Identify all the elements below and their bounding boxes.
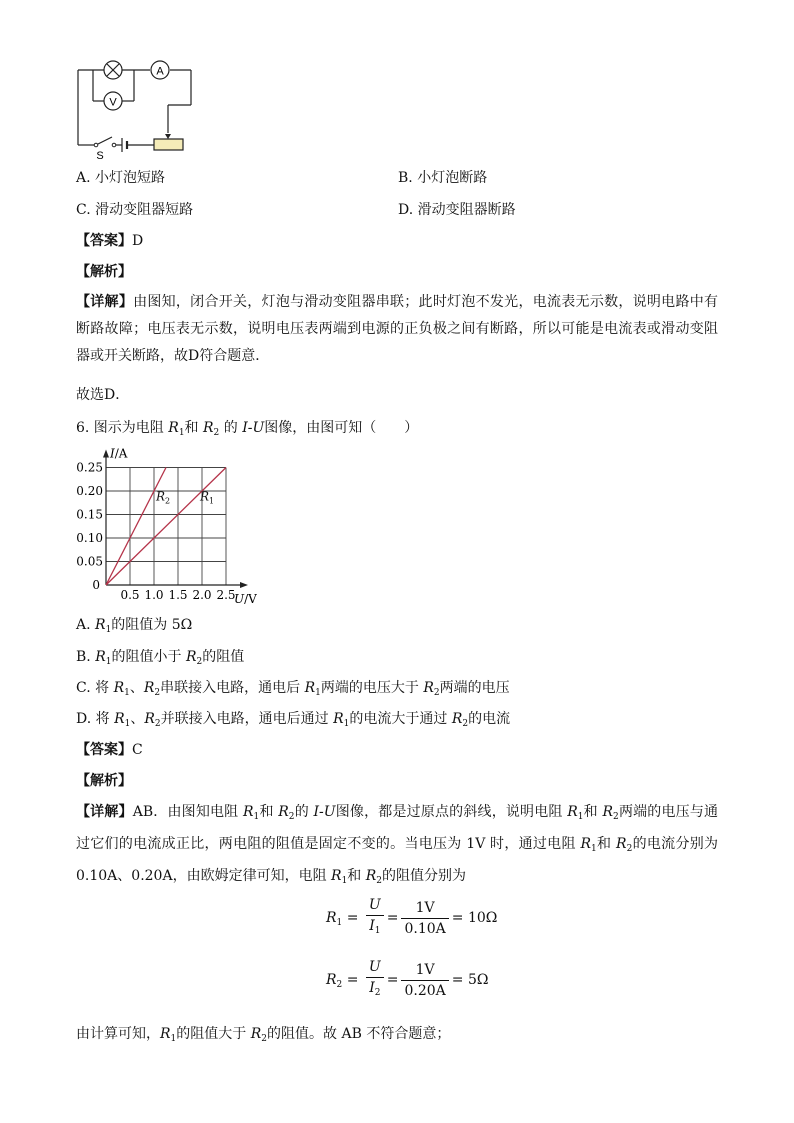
q6-final: 由计算可知，$R_1$的阻值大于 $R_2$的阻值。故 AB 不符合题意；: [76, 1026, 451, 1044]
switch-label: S: [96, 150, 104, 162]
lamp-icon: [104, 61, 122, 79]
x-axis-arrow: [240, 582, 248, 588]
q6-stem: 6. 图示为电阻 $R_1$和 $R_2$ 的 I-U图像，由图可知（ ）: [76, 420, 419, 438]
circuit-diagram: [70, 55, 230, 165]
x-axis-label: U/V: [234, 592, 257, 606]
q5-option-b: B. 小灯泡断路: [398, 170, 488, 186]
y-tick-label: 0.20: [76, 484, 103, 498]
series-label-r2: $R_2$: [156, 489, 171, 506]
q5-option-a: A. 小灯泡短路: [76, 170, 166, 186]
formula-r1: $R_1$ = $\frac{U}{I_1}$ = $\frac{1V}{0.10A}$ = 10Ω: [326, 897, 498, 937]
y-tick-label: 0.15: [76, 507, 103, 522]
q6-answer: 【答案】C: [76, 742, 143, 758]
q5-analysis-tag: 【解析】: [76, 264, 132, 280]
q6-detail: 【详解】AB．由图知电阻 $R_1$和 $R_2$的 I-U图像，都是过原点的斜线，说明电阻 $R_1$和 $R_2$两端的电压与通过它们的电流成正比，两电阻的阻值是固定不变的。当电压为 1V 时，通过电阻 $R_1$和 $R_2$的电流分别为 0.10A、0.20A，由欧姆定律可知，电阻 $R_1$和 $R_2$的阻值分别为: [76, 804, 719, 886]
q5-conclusion: 故选D．: [76, 387, 130, 403]
var-r: R: [168, 420, 179, 436]
formula-r2: $R_2$ = $\frac{U}{I_2}$ = $\frac{1V}{0.20A}$ = 5Ω: [326, 959, 489, 999]
stem-text: 图像，由图可知（ ）: [264, 420, 419, 436]
y-axis-label: I/A: [110, 446, 128, 461]
q5-option-d: D. 滑动变阻器断路: [398, 202, 516, 218]
q6-option-b: B. $R_1$的阻值小于 $R_2$的阻值: [76, 649, 245, 667]
q5-answer: [76, 230, 143, 250]
y-tick-label: 0.25: [76, 460, 103, 475]
q6-option-a: A. $R_1$的阻值为 5Ω: [76, 617, 193, 635]
y-tick-label: 0.10: [76, 531, 103, 545]
stem-text: 6. 图示为电阻: [76, 420, 169, 436]
q6-option-c: C. 将 $R_1$、$R_2$串联接入电路，通电后 $R_1$两端的电压大于 $R_2$两端的电压: [76, 680, 510, 698]
sub: 2: [213, 428, 220, 438]
answer-value: D: [132, 233, 144, 249]
origin-label: 0: [92, 578, 100, 592]
series-label-r1: $R_1$: [200, 489, 215, 506]
x-tick-label: 1.0: [144, 588, 164, 602]
x-tick-label: 2.5: [216, 588, 236, 602]
iu-chart: [70, 445, 280, 610]
graph-name: I-U: [242, 420, 265, 436]
x-tick-label: 1.5: [168, 588, 188, 602]
detail-text: 由图知，闭合开关，灯泡与滑动变阻器串联；此时灯泡不发光，电流表无示数，说明电路中有断路故障；电压表无示数，说明电压表两端到电源的正负极之间有断路，所以可能是电流表或滑动变阻器或开关断路，故D符合题意．: [76, 294, 719, 364]
ammeter-label: A: [156, 65, 164, 78]
stem-text: 和: [184, 420, 203, 436]
q5-detail: [76, 289, 718, 370]
series-line-r1: [106, 468, 226, 586]
detail-tag: 【详解】: [76, 294, 134, 310]
sub: 1: [178, 428, 185, 438]
series-line-r2: [106, 468, 166, 586]
y-axis-arrow: [103, 450, 109, 458]
q6-option-d: D. 将 $R_1$、$R_2$并联接入电路，通电后通过 $R_1$的电流大于通过 $R_2$的电流: [76, 711, 511, 729]
q5-option-c: C. 滑动变阻器短路: [76, 202, 194, 218]
rheostat-icon: [154, 139, 183, 150]
y-tick-label: 0.05: [76, 554, 103, 569]
var-r: R: [203, 420, 214, 436]
answer-tag: 【答案】: [76, 233, 132, 249]
voltmeter-label: V: [109, 96, 117, 109]
x-tick-label: 2.0: [192, 588, 212, 602]
x-tick-label: 0.5: [120, 588, 140, 602]
q6-analysis-tag: 【解析】: [76, 773, 132, 789]
